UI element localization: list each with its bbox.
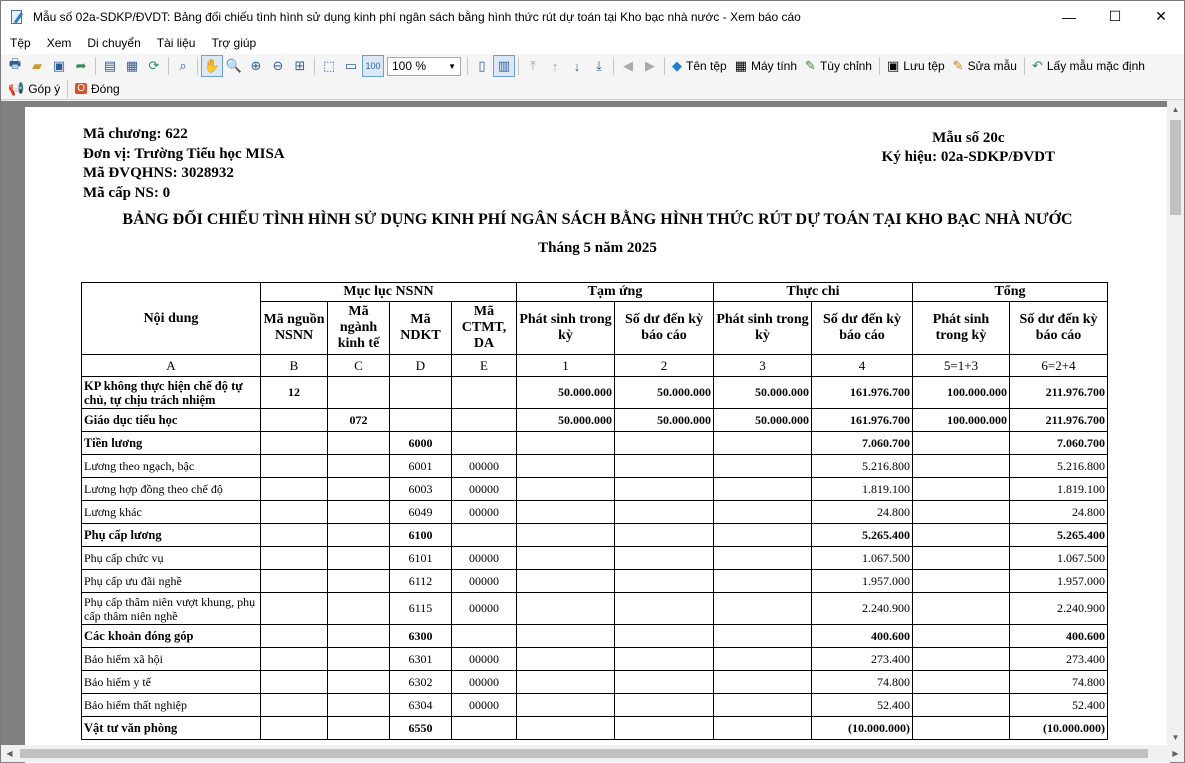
- cell-c: [328, 455, 390, 478]
- cell-v5: [913, 570, 1010, 593]
- unit-name: Đơn vị: Trường Tiểu học MISA: [83, 145, 285, 162]
- cell-c: [328, 648, 390, 671]
- cell-v1: [517, 432, 615, 455]
- file-name-label: Tên tệp: [686, 59, 727, 73]
- cell-e: 00000: [452, 694, 517, 717]
- cell-v2: [615, 478, 714, 501]
- header-tong-phat-sinh: Phát sinh trong kỳ: [913, 302, 1010, 355]
- cell-v4: (10.000.000): [812, 717, 913, 740]
- zoom-out-icon[interactable]: ⊖: [272, 58, 284, 73]
- report-period: Tháng 5 năm 2025: [538, 240, 657, 256]
- cell-e: 00000: [452, 648, 517, 671]
- calculator-icon: ▦: [734, 58, 747, 73]
- last-page-icon[interactable]: ⤓: [596, 58, 602, 73]
- cell-v3: [714, 455, 812, 478]
- megaphone-icon: 📢: [8, 80, 25, 96]
- cell-v6: 52.400: [1010, 694, 1108, 717]
- chapter-code: Mã chương: 622: [83, 126, 188, 142]
- zoom-area-icon[interactable]: ⊞: [294, 58, 306, 73]
- header-tam-ung-so-du: Số dư đến kỳ báo cáo: [615, 302, 714, 355]
- cell-c: 072: [328, 409, 390, 432]
- cell-b: [261, 717, 328, 740]
- cell-e: [452, 717, 517, 740]
- cell-d: 6300: [390, 625, 452, 648]
- cell-v5: [913, 694, 1010, 717]
- menu-help[interactable]: Trợ giúp: [211, 36, 257, 50]
- col-label: 1: [517, 355, 615, 377]
- cell-v5: [913, 432, 1010, 455]
- header-noi-dung: Nội dung: [82, 283, 261, 355]
- forward-icon[interactable]: ▶: [645, 58, 655, 73]
- header-thuc-chi-phat-sinh: Phát sinh trong kỳ: [714, 302, 812, 355]
- save-file-button[interactable]: [883, 55, 949, 77]
- report-table: [81, 282, 1108, 740]
- cell-b: [261, 455, 328, 478]
- cell-v3: [714, 593, 812, 625]
- header-ma-ndkt: Mã NDKT: [390, 302, 452, 355]
- cell-v5: [913, 648, 1010, 671]
- zoom-in-icon[interactable]: ⊕: [250, 58, 262, 73]
- cell-noi-dung: Vật tư văn phòng: [82, 717, 261, 740]
- floppy-icon: ▣: [886, 58, 900, 73]
- cell-v2: [615, 455, 714, 478]
- cell-v3: 50.000.000: [714, 409, 812, 432]
- cell-v2: [615, 432, 714, 455]
- header-tong-so-du: Số dư đến kỳ báo cáo: [1010, 302, 1108, 355]
- cell-noi-dung: Lương hợp đồng theo chế độ: [82, 478, 261, 501]
- cell-b: 12: [261, 377, 328, 409]
- cell-e: 00000: [452, 501, 517, 524]
- cell-v5: [913, 547, 1010, 570]
- cell-v2: [615, 547, 714, 570]
- customize-button[interactable]: [801, 55, 876, 77]
- single-page-icon[interactable]: ▯: [478, 58, 486, 73]
- cell-v2: [615, 648, 714, 671]
- cell-e: 00000: [452, 455, 517, 478]
- customize-icon: ✎: [805, 58, 816, 73]
- cell-v1: 50.000.000: [517, 377, 615, 409]
- dropdown-arrow-icon: ▼: [448, 61, 456, 71]
- col-label: A: [82, 355, 261, 377]
- cell-e: 00000: [452, 593, 517, 625]
- zoom-select[interactable]: [387, 57, 461, 76]
- close-button[interactable]: [71, 78, 123, 100]
- cell-noi-dung: Lương theo ngạch, bậc: [82, 455, 261, 478]
- power-icon: O: [77, 83, 85, 94]
- app-icon: [9, 9, 25, 25]
- cell-v2: [615, 717, 714, 740]
- feedback-button[interactable]: [4, 78, 64, 100]
- cell-v5: [913, 625, 1010, 648]
- table-row: [82, 478, 1108, 501]
- menu-document[interactable]: Tài liệu: [156, 36, 196, 50]
- cell-v5: 100.000.000: [913, 409, 1010, 432]
- cell-v4: 52.400: [812, 694, 913, 717]
- cell-c: [328, 432, 390, 455]
- cell-v4: 161.976.700: [812, 409, 913, 432]
- next-page-icon[interactable]: ↓: [573, 58, 581, 74]
- cell-v1: [517, 625, 615, 648]
- cell-c: [328, 625, 390, 648]
- cell-v2: [615, 570, 714, 593]
- cell-d: 6000: [390, 432, 452, 455]
- table-row: [82, 593, 1108, 625]
- cell-v5: 100.000.000: [913, 377, 1010, 409]
- title-bar: [1, 1, 1184, 32]
- customize-label: Tùy chỉnh: [819, 59, 872, 73]
- cell-v4: 74.800: [812, 671, 913, 694]
- table-icon[interactable]: ▦: [125, 58, 139, 73]
- cell-d: 6101: [390, 547, 452, 570]
- cell-v3: [714, 547, 812, 570]
- cell-v1: [517, 478, 615, 501]
- report-page: [25, 107, 1170, 763]
- cell-v1: [517, 717, 615, 740]
- cell-noi-dung: Lương khác: [82, 501, 261, 524]
- close-window-button[interactable]: ✕: [1155, 8, 1167, 24]
- cell-d: [390, 377, 452, 409]
- table-row: [82, 524, 1108, 547]
- zoom-value: 100 %: [392, 59, 427, 73]
- cell-v4: 5.265.400: [812, 524, 913, 547]
- cell-v6: 400.600: [1010, 625, 1108, 648]
- cell-v4: 1.819.100: [812, 478, 913, 501]
- col-label: 4: [812, 355, 913, 377]
- cell-v4: 5.216.800: [812, 455, 913, 478]
- cell-v6: 7.060.700: [1010, 432, 1108, 455]
- cell-e: 00000: [452, 478, 517, 501]
- fit-page-icon[interactable]: ▭: [344, 58, 358, 73]
- cell-v5: [913, 717, 1010, 740]
- table-row: [82, 717, 1108, 740]
- feedback-label: Góp ý: [28, 81, 61, 96]
- cell-v4: 2.240.900: [812, 593, 913, 625]
- cell-e: [452, 377, 517, 409]
- cell-v6: 74.800: [1010, 671, 1108, 694]
- cell-v1: [517, 671, 615, 694]
- cell-v6: 5.265.400: [1010, 524, 1108, 547]
- menu-navigate[interactable]: Di chuyển: [87, 36, 141, 50]
- cell-v1: [517, 694, 615, 717]
- scroll-left-icon[interactable]: ◀: [6, 749, 13, 758]
- cell-v6: 1.957.000: [1010, 570, 1108, 593]
- cell-noi-dung: Phụ cấp chức vụ: [82, 547, 261, 570]
- cell-noi-dung: Phụ cấp thâm niên vượt khung, phụ cấp thâm niên nghề: [82, 593, 261, 625]
- cell-e: 00000: [452, 570, 517, 593]
- cell-e: [452, 524, 517, 547]
- cell-v5: [913, 501, 1010, 524]
- file-name-button[interactable]: [668, 55, 731, 77]
- cell-noi-dung: Giáo dục tiểu học: [82, 409, 261, 432]
- cell-v4: 1.957.000: [812, 570, 913, 593]
- cell-e: 00000: [452, 547, 517, 570]
- cell-b: [261, 432, 328, 455]
- cell-v3: [714, 570, 812, 593]
- scroll-down-icon[interactable]: ▼: [1171, 733, 1180, 742]
- report-table-body: [82, 377, 1108, 740]
- cell-noi-dung: Tiền lương: [82, 432, 261, 455]
- cell-v3: [714, 717, 812, 740]
- scroll-up-icon[interactable]: ▲: [1171, 105, 1180, 114]
- table-row: [82, 671, 1108, 694]
- cell-b: [261, 570, 328, 593]
- cell-v6: (10.000.000): [1010, 717, 1108, 740]
- report-preview-area[interactable]: [1, 101, 1184, 763]
- cell-v1: [517, 501, 615, 524]
- secondary-toolbar: [1, 78, 1184, 100]
- cell-v3: [714, 694, 812, 717]
- cell-v4: 7.060.700: [812, 432, 913, 455]
- cell-e: [452, 625, 517, 648]
- cell-e: [452, 432, 517, 455]
- cell-v3: [714, 524, 812, 547]
- zoom-icon[interactable]: 🔍: [225, 58, 243, 73]
- header-thuc-chi-so-du: Số dư đến kỳ báo cáo: [812, 302, 913, 355]
- find-icon[interactable]: ⌕: [179, 58, 187, 73]
- cell-v1: [517, 524, 615, 547]
- col-label: 6=2+4: [1010, 355, 1108, 377]
- cell-v4: 161.976.700: [812, 377, 913, 409]
- cell-d: 6049: [390, 501, 452, 524]
- cell-v5: [913, 593, 1010, 625]
- cell-c: [328, 671, 390, 694]
- cell-c: [328, 478, 390, 501]
- table-row: [82, 455, 1108, 478]
- cell-v6: 2.240.900: [1010, 593, 1108, 625]
- cell-e: [452, 409, 517, 432]
- cell-v6: 211.976.700: [1010, 409, 1108, 432]
- report-title: BẢNG ĐỐI CHIẾU TÌNH HÌNH SỬ DỤNG KINH PHÍ NGÂN SÁCH BẰNG HÌNH THỨC RÚT DỰ TOÁN TẠI KHO BẠC NHÀ NƯỚC: [122, 211, 1073, 228]
- table-row: [82, 377, 1108, 409]
- cell-noi-dung: Bảo hiểm y tế: [82, 671, 261, 694]
- cell-v6: 211.976.700: [1010, 377, 1108, 409]
- header-muc-luc: Mục lục NSNN: [261, 283, 517, 302]
- minimize-button[interactable]: —: [1062, 8, 1076, 25]
- cell-v2: 50.000.000: [615, 377, 714, 409]
- cell-v6: 1.067.500: [1010, 547, 1108, 570]
- cell-v1: [517, 648, 615, 671]
- table-row: [82, 432, 1108, 455]
- cell-c: [328, 717, 390, 740]
- cell-noi-dung: Bảo hiểm xã hội: [82, 648, 261, 671]
- cell-noi-dung: Các khoản đóng góp: [82, 625, 261, 648]
- menu-bar: [1, 32, 1184, 54]
- cell-d: 6550: [390, 717, 452, 740]
- maximize-button[interactable]: ☐: [1108, 8, 1122, 24]
- menu-view[interactable]: Xem: [46, 36, 72, 50]
- cell-c: [328, 501, 390, 524]
- cell-b: [261, 547, 328, 570]
- cell-b: [261, 524, 328, 547]
- cell-noi-dung: KP không thực hiện chế độ tự chủ, tự chịu trách nhiệm: [82, 377, 261, 409]
- cell-b: [261, 648, 328, 671]
- page-setup-icon[interactable]: ▤: [103, 58, 117, 73]
- form-number: Mẫu số 20c: [932, 130, 1005, 146]
- form-symbol: Ký hiệu: 02a-SDKP/ĐVDT: [881, 149, 1055, 165]
- col-label: 5=1+3: [913, 355, 1010, 377]
- table-row: [82, 648, 1108, 671]
- cell-d: 6001: [390, 455, 452, 478]
- col-label: E: [452, 355, 517, 377]
- cell-c: [328, 377, 390, 409]
- header-tam-ung: Tạm ứng: [517, 283, 714, 302]
- cell-v2: [615, 501, 714, 524]
- horizontal-scrollbar[interactable]: [1, 745, 1184, 762]
- save-icon[interactable]: ▣: [52, 58, 66, 73]
- cell-v5: [913, 455, 1010, 478]
- header-ma-nguon: Mã nguồn NSNN: [261, 302, 328, 355]
- diamond-icon: ◆: [672, 58, 682, 73]
- scroll-right-icon[interactable]: ▶: [1172, 749, 1179, 758]
- cell-v6: 273.400: [1010, 648, 1108, 671]
- col-label: 3: [714, 355, 812, 377]
- column-label-row: [82, 355, 1108, 377]
- vertical-scrollbar[interactable]: [1167, 101, 1184, 746]
- cell-v5: [913, 478, 1010, 501]
- cell-v2: 50.000.000: [615, 409, 714, 432]
- horizontal-scroll-thumb[interactable]: [20, 749, 1148, 758]
- cell-v1: 50.000.000: [517, 409, 615, 432]
- cell-d: 6301: [390, 648, 452, 671]
- cell-d: 6100: [390, 524, 452, 547]
- cell-v1: [517, 593, 615, 625]
- back-icon[interactable]: ◀: [623, 58, 633, 73]
- table-row: [82, 547, 1108, 570]
- first-page-icon[interactable]: ⤒: [530, 58, 536, 73]
- cell-v4: 400.600: [812, 625, 913, 648]
- cell-d: 6304: [390, 694, 452, 717]
- cell-noi-dung: Phụ cấp lương: [82, 524, 261, 547]
- default-template-button[interactable]: [1028, 55, 1149, 77]
- menu-file[interactable]: Tệp: [10, 36, 31, 50]
- cell-v2: [615, 524, 714, 547]
- actual-size-icon[interactable]: 100: [362, 55, 384, 77]
- cell-v3: [714, 648, 812, 671]
- cell-v5: [913, 671, 1010, 694]
- cell-noi-dung: Phụ cấp ưu đãi nghề: [82, 570, 261, 593]
- cell-d: 6003: [390, 478, 452, 501]
- cell-c: [328, 524, 390, 547]
- main-toolbar: [1, 54, 1184, 78]
- cell-v2: [615, 671, 714, 694]
- cell-c: [328, 593, 390, 625]
- cell-v3: [714, 671, 812, 694]
- cell-v3: [714, 625, 812, 648]
- computer-label: Máy tính: [751, 59, 798, 73]
- cell-b: [261, 409, 328, 432]
- cell-v6: 1.819.100: [1010, 478, 1108, 501]
- multi-page-icon[interactable]: ▥: [493, 55, 515, 77]
- cell-v2: [615, 694, 714, 717]
- cell-v3: [714, 501, 812, 524]
- report-header-right: [882, 129, 1055, 167]
- table-row: [82, 570, 1108, 593]
- previous-page-icon[interactable]: ↑: [551, 58, 559, 74]
- header-ma-nganh: Mã ngành kinh tế: [328, 302, 390, 355]
- cell-v4: 24.800: [812, 501, 913, 524]
- table-row: [82, 501, 1108, 524]
- cell-d: 6302: [390, 671, 452, 694]
- edit-icon: ✎: [952, 58, 964, 73]
- table-row: [82, 625, 1108, 648]
- cell-b: [261, 501, 328, 524]
- cell-v2: [615, 593, 714, 625]
- open-folder-icon[interactable]: ▰: [32, 58, 42, 73]
- cell-v2: [615, 625, 714, 648]
- cell-v6: 5.216.800: [1010, 455, 1108, 478]
- cell-v3: [714, 478, 812, 501]
- header-ma-ctmt: Mã CTMT, DA: [452, 302, 517, 355]
- cell-b: [261, 694, 328, 717]
- window-title: Mẫu số 02a-SDKP/ĐVDT: Bảng đối chiếu tình hình sử dụng kinh phí ngân sách bằng hình thức rút dự toán tại Kho bạc nhà nước - Xem báo cáo: [33, 9, 801, 24]
- print-icon[interactable]: 🖶: [8, 56, 22, 71]
- cell-v6: 24.800: [1010, 501, 1108, 524]
- undo-icon: ↶: [1031, 58, 1043, 73]
- cell-v4: 1.067.500: [812, 547, 913, 570]
- budget-unit-code: Mã ĐVQHNS: 3028932: [83, 165, 234, 181]
- export-icon[interactable]: ➦: [75, 58, 87, 73]
- cell-e: 00000: [452, 671, 517, 694]
- close-label: Đóng: [90, 81, 120, 96]
- cell-b: [261, 671, 328, 694]
- cell-noi-dung: Bảo hiểm thất nghiệp: [82, 694, 261, 717]
- cell-b: [261, 625, 328, 648]
- cell-d: 6112: [390, 570, 452, 593]
- cell-v5: [913, 524, 1010, 547]
- cell-v3: [714, 432, 812, 455]
- fit-width-icon[interactable]: ⬚: [322, 58, 336, 73]
- budget-level-code: Mã cấp NS: 0: [83, 184, 171, 201]
- cell-v4: 273.400: [812, 648, 913, 671]
- cell-c: [328, 694, 390, 717]
- table-row: [82, 409, 1108, 432]
- col-label: 2: [615, 355, 714, 377]
- cell-v1: [517, 455, 615, 478]
- computer-button[interactable]: [731, 55, 801, 77]
- col-label: C: [328, 355, 390, 377]
- default-template-label: Lấy mẫu mặc định: [1046, 59, 1145, 73]
- report-header-left: [83, 125, 285, 203]
- col-label: B: [261, 355, 328, 377]
- cell-v3: 50.000.000: [714, 377, 812, 409]
- hand-tool-icon[interactable]: ✋: [201, 55, 223, 77]
- cell-b: [261, 593, 328, 625]
- header-tam-ung-phat-sinh: Phát sinh trong kỳ: [517, 302, 615, 355]
- cell-c: [328, 570, 390, 593]
- cell-d: [390, 409, 452, 432]
- edit-template-button[interactable]: [949, 55, 1021, 77]
- save-file-label: Lưu tệp: [903, 59, 945, 73]
- refresh-icon[interactable]: ⟳: [148, 58, 160, 73]
- cell-d: 6115: [390, 593, 452, 625]
- header-tong: Tổng: [913, 283, 1108, 302]
- header-thuc-chi: Thực chi: [714, 283, 913, 302]
- cell-c: [328, 547, 390, 570]
- cell-v1: [517, 547, 615, 570]
- table-row: [82, 694, 1108, 717]
- col-label: D: [390, 355, 452, 377]
- cell-b: [261, 478, 328, 501]
- cell-v1: [517, 570, 615, 593]
- edit-template-label: Sửa mẫu: [967, 59, 1017, 73]
- vertical-scroll-thumb[interactable]: [1170, 120, 1181, 215]
